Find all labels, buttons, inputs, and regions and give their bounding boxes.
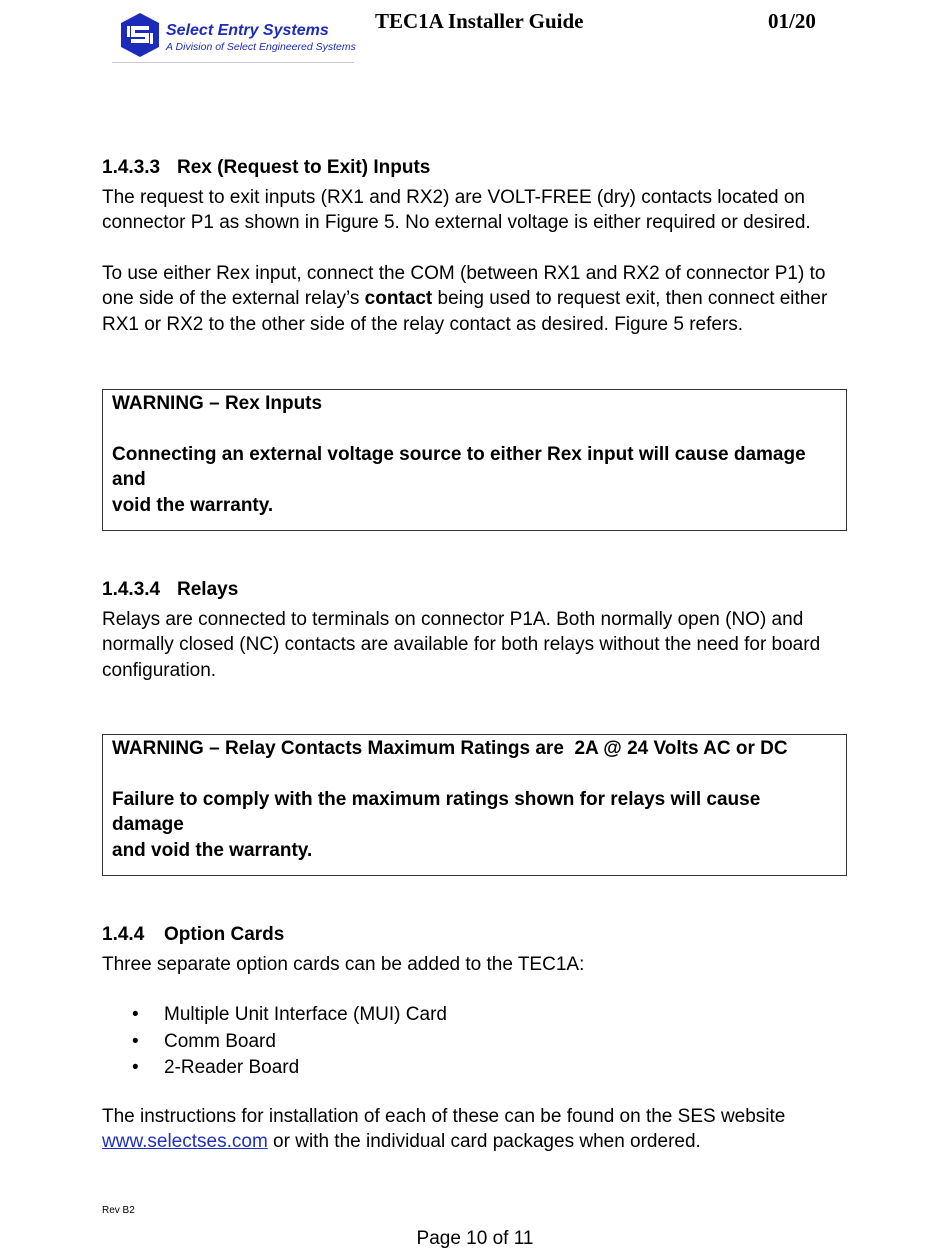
section-heading-rex xyxy=(102,155,847,181)
text-line: The instructions for installation of each of these can be found on the SES website xyxy=(102,1105,786,1127)
text-line: Failure to comply with the maximum ratings shown for relays will cause damage xyxy=(112,788,761,835)
section-heading-relays xyxy=(102,577,847,603)
ses-logo-icon xyxy=(118,12,162,58)
option-cards-list xyxy=(102,1002,847,1082)
section-number: 1.4.3.3 xyxy=(102,157,161,178)
ses-website-link[interactable]: www.selectses.com xyxy=(102,1131,268,1152)
list-item xyxy=(102,1029,847,1056)
document-title: TEC1A Installer Guide xyxy=(375,9,584,33)
text-line: and void the warranty. xyxy=(112,839,313,861)
section-number: 1.4.3.4 xyxy=(102,579,161,600)
list-item xyxy=(102,1002,847,1029)
text-line: connector P1 as shown in Figure 5. No external voltage is either required or desired. xyxy=(102,212,811,233)
bullet-icon: • xyxy=(132,1004,139,1025)
revision-label: Rev B2 xyxy=(102,1205,135,1216)
text-line: configuration. xyxy=(102,659,217,681)
emphasis-text: contact xyxy=(364,288,433,309)
warning-text xyxy=(112,787,836,864)
list-item-text: 2-Reader Board xyxy=(164,1057,300,1078)
list-item-text: Multiple Unit Interface (MUI) Card xyxy=(164,1004,447,1025)
text-line: or with the individual card packages when ordered. xyxy=(267,1131,701,1152)
logo-company-subtitle: A Division of Select Engineered Systems xyxy=(166,41,356,53)
bullet-icon: • xyxy=(132,1030,139,1052)
relays-paragraph xyxy=(102,607,847,684)
page-number: Page 10 of 11 xyxy=(416,1228,534,1249)
text-line: To use either Rex input, connect the COM (between RX1 and RX2 of connector P1) to xyxy=(102,262,826,284)
warning-title: WARNING – Rex Inputs xyxy=(112,393,323,414)
page-header xyxy=(0,0,950,70)
text-line: The request to exit inputs (RX1 and RX2) are VOLT-FREE (dry) contacts located on xyxy=(102,186,805,208)
section-title: Rex (Request to Exit) Inputs xyxy=(177,157,431,178)
text-line: Connecting an external voltage source to either Rex input will cause damage and xyxy=(112,443,806,490)
warning-text xyxy=(112,442,836,519)
section-title: Relays xyxy=(177,579,239,600)
text-line: normally closed (NC) contacts are available for both relays without the need for board xyxy=(102,634,821,655)
rex-paragraph-2 xyxy=(102,261,847,338)
option-cards-intro: Three separate option cards can be added to the TEC1A: xyxy=(102,953,585,975)
warning-title: WARNING – Relay Contacts Maximum Ratings are 2A @ 24 Volts AC or DC xyxy=(112,738,788,759)
warning-box-rex xyxy=(102,389,847,531)
text-line: being used to request exit, then connect either xyxy=(432,288,828,309)
list-item xyxy=(102,1055,847,1082)
option-cards-outro xyxy=(102,1104,847,1155)
company-logo xyxy=(112,8,354,63)
text-line: RX1 or RX2 to the other side of the relay contact as desired. Figure 5 refers. xyxy=(102,313,744,335)
rex-paragraph-1 xyxy=(102,185,847,236)
warning-box-relays xyxy=(102,734,847,876)
text-line: Relays are connected to terminals on connector P1A. Both normally open (NO) and xyxy=(102,608,804,630)
section-heading-option-cards xyxy=(102,922,847,948)
text-line: void the warranty. xyxy=(112,494,274,516)
document-date: 01/20 xyxy=(768,9,816,33)
section-number: 1.4.4 xyxy=(102,924,145,945)
list-item-text: Comm Board xyxy=(164,1030,276,1052)
logo-company-name: Select Entry Systems xyxy=(166,22,329,39)
bullet-icon: • xyxy=(132,1057,139,1078)
page-content xyxy=(102,155,847,1155)
section-title: Option Cards xyxy=(164,924,285,945)
text-line: one side of the external relay’s xyxy=(102,288,365,309)
